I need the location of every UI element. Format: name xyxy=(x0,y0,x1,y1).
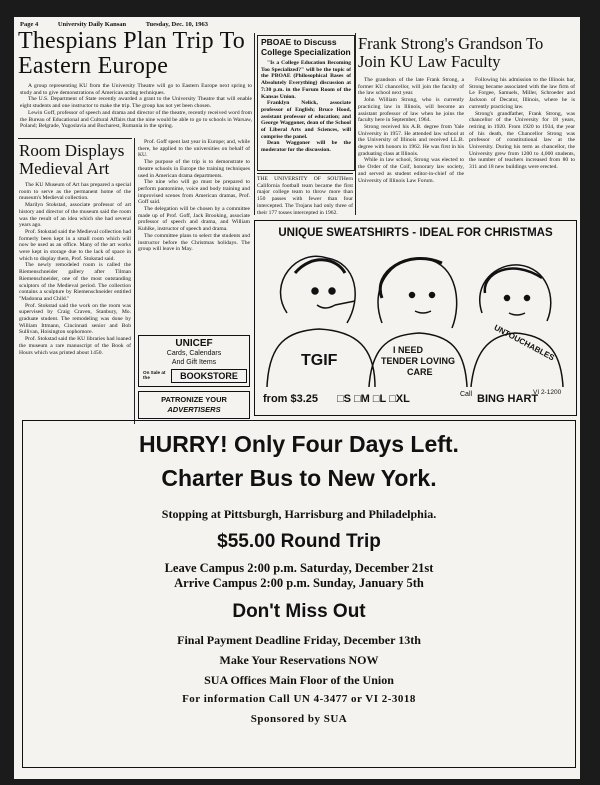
unicef-line1: Cards, Calendars xyxy=(166,350,222,357)
patronize-ad xyxy=(138,391,250,419)
shirt-tlc-line: I NEED xyxy=(393,345,424,355)
bus-stops: Stopping at Pittsburgh, Harrisburg and Philadelphia. xyxy=(161,507,437,521)
thespians-p3: Lewin Goff, professor of speech and drama and director of the theatre, recently received word from the Bureau of Educational and Cultural Affairs that the nine would be able to go to schools in Warsaw, Poland; Belgrade, Yugoslavia and Bucharest, Rumania in the spring. xyxy=(20,109,252,130)
bus-leave: Leave Campus 2:00 p.m. Saturday, December 21st xyxy=(164,561,434,575)
shirt-tlc-line: CARE xyxy=(407,367,433,377)
thespians-p7: The delegation will be chosen by a committee made up of Prof. Goff, Jack Brooking, associate professor of speech and drama, and William Kuhlke, instructor of speech and drama. xyxy=(138,206,250,233)
room-p1: The KU Museum of Art has prepared a special room to serve as the permanent home of the museum's Medieval collection. xyxy=(19,182,131,202)
sweatshirt-seller: BING HART xyxy=(477,393,539,405)
strong-headline: Frank Strong's Grandson To Join KU Law Faculty xyxy=(358,34,544,71)
thespians-p1: A group representing KU from the University Theatre will go to Eastern Europe next spring to study and to give demonstrations of American acting techniques. xyxy=(20,83,252,96)
room-p5: Prof. Stokstad said the work on the room was supervised by Craig Craven, Stanbury, Mo. graduate student. The remodeling was done by William Ittmann, Cincinnati senior and Bob Sullivan, Hoisington sophomore. xyxy=(19,302,131,336)
thespians-headline: Thespians Plan Trip To Eastern Europe xyxy=(18,28,245,79)
pboae-p1: "Is a College Education Becoming Too Specialized?" will be the topic of the PBOAE (Philosophical Bases of Absolutely Everything) discussion at 7:30 p.m. in the Forum Room of the Kansas Union. xyxy=(261,60,351,100)
sweatshirt-ad xyxy=(254,220,577,416)
paper-name: University Daily Kansan xyxy=(57,21,127,28)
page-number: Page 4 xyxy=(20,21,39,28)
unicef-line2: And Gift Items xyxy=(171,359,217,366)
sweatshirt-illustration xyxy=(257,243,573,387)
thespians-p5: The purpose of the trip is to demonstrate to theatre schools in Europe the training techniques used in American drama departments. xyxy=(138,159,250,179)
unicef-store: BOOKSTORE xyxy=(171,369,247,383)
strong-p4: While in law school, Strong was elected to the Order of the Coif, honorary law society, and served as student editor-in-chief of the University of Illinois Law Forum. xyxy=(358,157,464,184)
unicef-title: UNICEF xyxy=(175,338,213,349)
shirt-tgif: TGIF xyxy=(301,352,338,369)
bus-hurry: HURRY! Only Four Days Left. xyxy=(139,431,459,457)
thespians-p2: The U.S. Department of State recently awarded a grant to the University Theatre that will enable eight students and one instructor to make the trip. The group has not yet been chosen. xyxy=(20,96,252,110)
strong-col2 xyxy=(469,77,575,219)
bus-charter: Charter Bus to New York. xyxy=(161,465,437,491)
bus-reservations: Make Your Reservations NOW xyxy=(219,653,379,667)
pboae-article xyxy=(261,60,351,168)
unicef-ad xyxy=(138,335,250,387)
unicef-onsale: On Sale at the xyxy=(143,370,166,380)
room-p4: The newly remodeled room is called the Riemenschneider gallery after Tilman Riemenschneider, one of the most outstanding sculptors of the Medieval period. The collection contains a sculpture by Riemenschneider entitled "Madonna and Child." xyxy=(19,262,131,302)
pboae-headline: PBOAE to Discuss College Specialization xyxy=(261,37,351,57)
thespians-p6: The nine who will go must be prepared to perform pantomime, voice and body training and improvised scenes from American dramas, Prof. Goff said. xyxy=(138,179,250,206)
patronize-line1: PATRONIZE YOUR xyxy=(161,395,227,404)
thespians-continued xyxy=(138,139,250,329)
bus-sponsor: Sponsored by SUA xyxy=(250,713,348,725)
thespians-p4: Prof. Goff spent last year in Europe; and, while there, he applied to the universities on behalf of KU. xyxy=(138,139,250,159)
bus-deadline: Final Payment Deadline Friday, December 13th xyxy=(177,633,421,647)
room-p2: Marilyn Stokstad, associate professor of art history and director of the museum said the room was the result of an idea which she had several years ago. xyxy=(19,202,131,229)
strong-col1 xyxy=(358,77,464,219)
patronize-line2: ADVERTISERS xyxy=(167,405,221,414)
column-rule xyxy=(134,138,135,424)
usc-brief: THE UNIVERSITY OF SOUTHern California football team became the first major college team to throw more than 150 passes with fewer than four intercepted. The Trojans had only three of their 177 tosses intercepted in 1962. xyxy=(257,176,353,216)
bus-price: $55.00 Round Trip xyxy=(217,531,381,552)
divider xyxy=(257,173,353,174)
column-rule xyxy=(355,33,356,215)
sweatshirt-title: UNIQUE SWEATSHIRTS - IDEAL FOR CHRISTMAS xyxy=(278,227,553,239)
bus-sua-offices: SUA Offices Main Floor of the Union xyxy=(204,673,394,687)
bus-dont-miss: Don't Miss Out xyxy=(232,601,366,622)
sweatshirt-call: Call xyxy=(460,391,473,398)
newspaper-page xyxy=(14,17,580,779)
column-rule xyxy=(254,33,255,215)
thespians-p8: The committee plans to select the students and instructor before the Christmas holidays. The group will leave in May. xyxy=(138,232,250,253)
shirt-untouchables: UNTOUCHABLES xyxy=(492,322,556,363)
strong-p1: The grandson of the late Frank Strong, a former KU chancellor, will join the faculty of the law school next year. xyxy=(358,77,464,97)
room-headline: Room Displays Medieval Art xyxy=(19,141,125,178)
divider xyxy=(18,138,132,139)
shirt-tlc xyxy=(381,345,458,377)
room-p3: Prof. Stokstad said the Medieval collection had formerly been kept in a small room which will now be used as an office. Many of the art works were kept in storage due to the lack of space in which to display them, Prof. Stokstad said. xyxy=(19,228,131,262)
pboae-box xyxy=(257,35,355,171)
pboae-p3: Dean Waggoner will be the moderator for the discussion. xyxy=(261,140,351,154)
sweatshirt-sizes: □S □M □L □XL xyxy=(337,393,410,405)
issue-date: Tuesday, Dec. 10, 1963 xyxy=(145,21,208,28)
bus-info: For information Call UN 4-3477 or VI 2-3018 xyxy=(182,693,416,705)
figure-untouchables xyxy=(471,265,563,387)
thespians-intro xyxy=(20,83,252,133)
sweatshirt-price: from $3.25 xyxy=(263,393,319,405)
room-p6: Prof. Stokstad said the KU libraries had loaned the museum a rare manuscript of the Book of Hours which was printed about 1450. xyxy=(19,336,131,356)
pboae-p2: Franklyn Nelick, associate professor of English; Bruce Hood, assistant professor of education; and George Waggoner, dean of the School of Liberal Arts and Sciences, will comprise the panel. xyxy=(261,100,351,140)
charter-bus-ad xyxy=(22,420,576,768)
page-header xyxy=(20,21,250,28)
shirt-tlc-line: TENDER LOVING xyxy=(381,356,456,366)
strong-p3: Strong received his A.B. degree from Yale University in 1957. He attended law school at the University of Illinois and received LL.B. degree with honors in 1962. He was first in his graduating class at Illinois. xyxy=(358,123,464,157)
strong-p2: John William Strong, who is currently practicing law in Illinois, will become an assistant professor of law when he joins the faculty here in September, 1964. xyxy=(358,97,464,124)
bus-arrive: Arrive Campus 2:00 p.m. Sunday, January 5th xyxy=(174,576,424,590)
room-article xyxy=(19,182,131,426)
sweatshirt-phone: VI 2-1200 xyxy=(533,389,562,396)
strong-p6: Strong's grandfather, Frank Strong, was chancellor of the University for 18 years, retiring in 1920. From 1920 to 1934, the year of his death, the Chancellor Strong was professor of constitutional law at the University. During his term as chancellor, the University grew from 1200 to 4,000 students, the number of teachers increased from 80 to 311 and 18 new buildings were erected. xyxy=(469,110,575,171)
strong-p5: Following his admission to the Illinois bar, Strong became associated with the law firm of Le Forgee, Samuels, Miller, Schroeder and Jackson of Decatur, Illinois, where he is currently practicing law. xyxy=(469,77,575,110)
